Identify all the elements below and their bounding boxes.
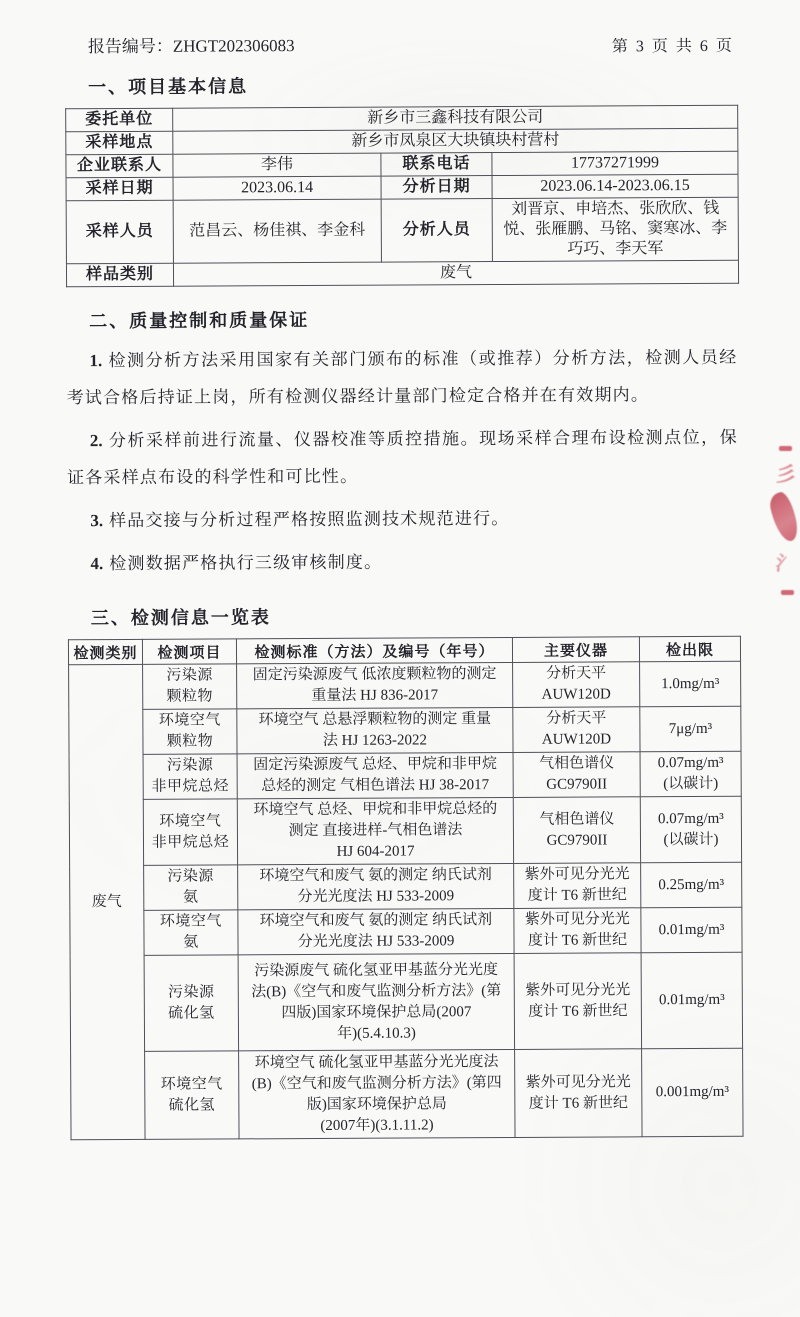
limit-cell: 0.07mg/m³ (以碳计) — [640, 751, 741, 797]
col-header-item: 检测项目 — [142, 639, 236, 664]
instrument-cell: 气相色谱仪 GC9790II — [513, 797, 640, 864]
instrument-cell: 紫外可见分光光 度计 T6 新世纪 — [514, 863, 641, 909]
section3-heading: 三、检测信息一览表 — [90, 607, 271, 629]
limit-cell: 0.01mg/m³ — [641, 952, 743, 1049]
standard-cell: 固定污染源废气 总烃、甲烷和非甲烷 总烃的测定 气相色谱法 HJ 38-2017 — [237, 752, 513, 798]
samplers-label: 采样人员 — [66, 200, 173, 264]
table-row — [69, 706, 741, 755]
instrument-cell: 分析天平 AUW120D — [513, 707, 640, 753]
col-header-category: 检测类别 — [68, 639, 142, 664]
instrument-cell: 紫外可见分光光 度计 T6 新世纪 — [515, 1049, 642, 1138]
limit-cell: 0.001mg/m³ — [642, 1048, 743, 1137]
limit-cell: 0.07mg/m³ (以碳计) — [640, 796, 741, 863]
location-value: 新乡市凤泉区大块镇块村营村 — [173, 128, 738, 154]
item-cell: 污染源 颗粒物 — [143, 664, 237, 709]
standard-cell: 固定污染源废气 低浓度颗粒物的测定 重量法 HJ 836-2017 — [237, 662, 513, 708]
qc-item-4 — [67, 542, 738, 583]
table-row — [66, 197, 738, 264]
sample-type-label: 样品类别 — [66, 263, 173, 287]
item-cell: 环境空气 硫化氢 — [145, 1051, 239, 1139]
location-label: 采样地点 — [66, 131, 173, 155]
limit-cell: 0.01mg/m³ — [641, 907, 742, 953]
table-row — [69, 796, 741, 866]
analysis-date-label: 分析日期 — [381, 176, 492, 200]
item-cell: 污染源 非甲烷总烃 — [143, 754, 237, 799]
section1-heading: 一、项目基本信息 — [87, 76, 249, 98]
sampling-date-label: 采样日期 — [66, 177, 173, 201]
section2-heading: 二、质量控制和质量保证 — [89, 310, 310, 332]
col-header-limit: 检出限 — [639, 636, 740, 662]
qc-item-number: 1. — [89, 351, 103, 371]
analysis-date-value: 2023.06.14-2023.06.15 — [492, 174, 738, 198]
instrument-cell: 紫外可见分光光 度计 T6 新世纪 — [514, 953, 642, 1050]
item-cell: 环境空气 氨 — [144, 910, 238, 955]
table-row — [66, 260, 738, 287]
item-cell: 环境空气 颗粒物 — [143, 709, 237, 754]
table-row — [69, 751, 741, 800]
qc-item-number: 2. — [89, 431, 103, 451]
qc-item-text: 样品交接与分析过程严格按照监测技术规范进行。 — [109, 508, 510, 531]
report-number-value: ZHGT202306083 — [172, 36, 295, 56]
qc-item-3 — [67, 499, 738, 540]
analysts-value: 刘晋京、申培杰、张欣欣、钱悦、张雁鹏、马铭、窦寒冰、李巧巧、李天军 — [492, 197, 738, 261]
contact-value: 李伟 — [173, 153, 381, 177]
instrument-cell: 气相色谱仪 GC9790II — [513, 752, 640, 798]
qc-item-text: 检测数据严格执行三级审核制度。 — [109, 552, 383, 574]
item-cell: 污染源 氨 — [144, 865, 238, 910]
table-row — [69, 661, 741, 710]
col-header-instrument: 主要仪器 — [512, 637, 639, 663]
phone-label: 联系电话 — [381, 153, 492, 177]
report-number-label: 报告编号： — [87, 36, 173, 57]
item-cell: 污染源 硫化氢 — [144, 955, 239, 1051]
doc-header — [88, 29, 734, 59]
instrument-cell: 分析天平 AUW120D — [513, 662, 640, 708]
standard-cell: 环境空气和废气 氨的测定 纳氏试剂 分光光度法 HJ 533-2009 — [238, 863, 514, 909]
samplers-value: 范昌云、杨佳祺、李金科 — [173, 199, 381, 263]
table-header-row — [68, 636, 740, 665]
limit-cell: 0.25mg/m³ — [641, 862, 742, 908]
col-header-standard: 检测标准（方法）及编号（年号） — [236, 637, 512, 663]
category-cell: 废气 — [69, 664, 145, 1139]
page-indicator: 第 3 页 共 6 页 — [611, 37, 734, 56]
qc-item-number: 3. — [90, 511, 104, 531]
table-row — [70, 907, 742, 956]
qc-item-1 — [66, 339, 737, 417]
analysts-label: 分析人员 — [381, 199, 492, 263]
limit-cell: 7μg/m³ — [640, 706, 741, 752]
client-label: 委托单位 — [66, 108, 173, 132]
standard-cell: 环境空气 总悬浮颗粒物的测定 重量 法 HJ 1263-2022 — [237, 707, 513, 753]
qc-item-text: 检测分析方法采用国家有关部门颁布的标准（或推荐）分析方法，检测人员经考试合格后持证上岗，所有检测仪器经计量部门检定合格并在有效期内。 — [66, 347, 738, 408]
project-info-table — [65, 105, 739, 288]
quality-control-list — [66, 339, 738, 583]
sample-type-value: 废气 — [173, 260, 738, 286]
seal-mark: 氵 — [774, 550, 798, 578]
contact-label: 企业联系人 — [66, 154, 173, 178]
instrument-cell: 紫外可见分光光 度计 T6 新世纪 — [514, 908, 641, 954]
qc-item-2 — [67, 419, 738, 497]
standard-cell: 污染源废气 硫化氢亚甲基蓝分光光度 法(B)《空气和废气监测分析方法》(第 四版)国家环境保护总局(2007 年)(5.4.10.3) — [238, 953, 514, 1050]
phone-value: 17737271999 — [492, 151, 738, 175]
sampling-date-value: 2023.06.14 — [173, 176, 381, 200]
table-row — [71, 1048, 743, 1140]
client-value: 新乡市三鑫科技有限公司 — [173, 105, 738, 131]
standard-cell: 环境空气 总烃、甲烷和非甲烷总烃的 测定 直接进样-气相色谱法 HJ 604-2017 — [237, 797, 513, 864]
item-cell: 环境空气 非甲烷总烃 — [143, 799, 237, 865]
qc-item-text: 分析采样前进行流量、仪器校准等质控措施。现场采样合理布设检测点位，保证各采样点布设的科学性和可比性。 — [67, 427, 738, 488]
table-row — [70, 952, 742, 1052]
standard-cell: 环境空气 硫化氢亚甲基蓝分光光度法 (B)《空气和废气监测分析方法》(第四 版)国家环境保护总局 (2007年)(3.1.11.2) — [239, 1049, 515, 1138]
test-info-table — [68, 636, 744, 1141]
standard-cell: 环境空气和废气 氨的测定 纳氏试剂 分光光度法 HJ 533-2009 — [238, 908, 514, 954]
limit-cell: 1.0mg/m³ — [640, 661, 741, 707]
report-number — [88, 31, 295, 57]
table-row — [70, 862, 742, 911]
seal-mark: 彡 — [773, 461, 799, 490]
qc-item-number: 4. — [90, 554, 104, 574]
